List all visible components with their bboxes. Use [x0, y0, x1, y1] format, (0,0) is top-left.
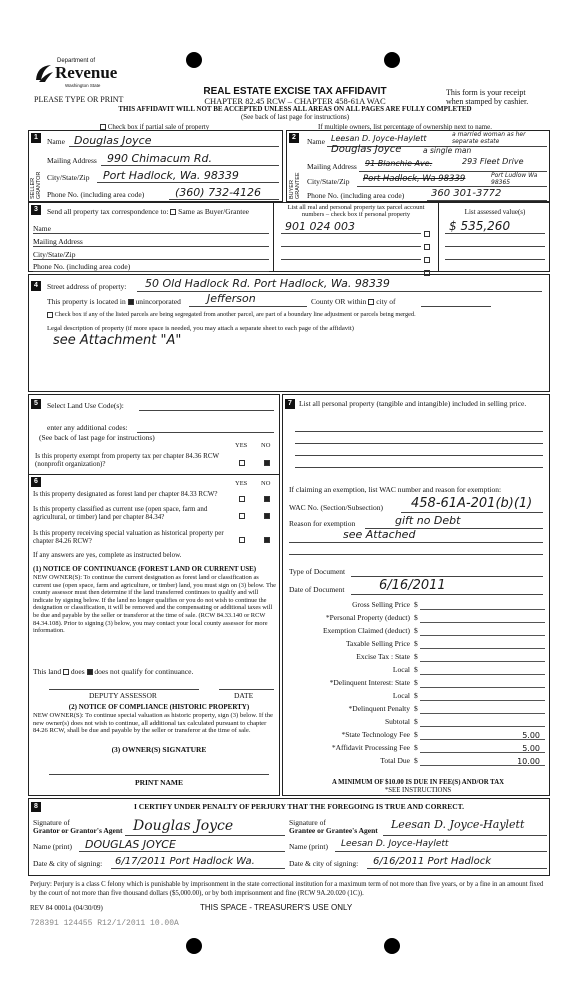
- property-street[interactable]: 50 Old Hadlock Rd. Port Hadlock, Wa. 98339: [145, 277, 390, 290]
- punch-hole: [384, 938, 400, 954]
- historic-yes-checkbox[interactable]: [239, 531, 245, 549]
- section-number: 6: [31, 477, 41, 487]
- fee-row: Gross Selling Price $: [290, 600, 550, 611]
- buyer-mailing-struck: 91 Blanchie Ave.: [365, 159, 433, 168]
- type-or-print: PLEASE TYPE OR PRINT: [34, 95, 124, 104]
- personal-property-label: List all personal property (tangible and intangible) included in selling price.: [299, 399, 527, 408]
- property-county[interactable]: Jefferson: [207, 292, 256, 305]
- assessed-value[interactable]: $ 535,260: [449, 219, 511, 233]
- property-section: 4 Street address of property: 50 Old Hadlock Rd. Port Hadlock, Wa. 98339 This property is located in unincorporated Jefferson County OR within city of Check box if any of the listed parcels are being segregated from another parcel, are part of a boundary line adjustment or parcels being merged. Legal description of property (if more space is needed, you may attach a separate sheet to each page of the affidavit) see Attachment "A": [28, 274, 550, 392]
- seller-mailing[interactable]: 990 Chimacum Rd.: [107, 152, 213, 165]
- grantee-date-city[interactable]: 6/16/2011 Port Hadlock: [373, 856, 491, 867]
- date-label: DATE: [234, 691, 254, 700]
- compliance-title: (2) NOTICE OF COMPLIANCE (HISTORIC PROPERTY): [68, 703, 250, 711]
- fee-row: Taxable Selling Price $: [290, 639, 550, 650]
- buyer-section: 2 BUYER GRANTEE Name Leesan D. Joyce-Haylett a married woman as her separate estate Douglas Joyce a single man Mailing Address 91 Blanchie Ave. 293 Fleet Drive City/State/Zip Port Hadlock, Wa 98339 Port Ludlow Wa 98365 Phone No. (including area code) 360 301-3772: [286, 130, 550, 202]
- buyer-phone[interactable]: 360 301-3772: [431, 188, 502, 199]
- buyer-mailing[interactable]: 293 Fleet Drive: [462, 157, 524, 166]
- section-number: 4: [31, 281, 41, 291]
- section-number: 7: [285, 399, 295, 409]
- seller-side-label: SELLER GRANTOR: [30, 171, 42, 199]
- wac-number[interactable]: 458-61A-201(b)(1): [411, 496, 533, 511]
- continuance-body: NEW OWNER(S): To continue the current designation as forest land or classification as current use (open space, farm and agriculture, or timber) land, you must sign on (3) below. The county assessor must then determine if the land transferred continues to qualify and will indicate by signing below. If the land no longer qualifies or you do not wish to continue the designation or classification, it will be removed and the compensating or additional taxes will be due and payable by the seller or transferor at the time of sale. (RCW 84.33.140 or RCW 84.34.108). Prior to signing (3) below, you may contact your local county assessor for more information.: [33, 574, 276, 635]
- buyer-name-2[interactable]: Douglas Joyce: [331, 144, 402, 155]
- exemption-label: If claiming an exemption, list WAC number and reason for exemption:: [289, 485, 502, 494]
- exempt-no-checkbox[interactable]: [264, 454, 270, 472]
- section-number: 2: [289, 133, 299, 143]
- fee-row: Subtotal $: [290, 717, 550, 728]
- parcel-header: List all real and personal property tax parcel account numbers – check box if personal property: [287, 204, 425, 218]
- fee-row: Local $: [290, 665, 550, 676]
- fee-row: Total Due $ 10.00: [290, 756, 550, 767]
- minimum-note: A MINIMUM OF $10.00 IS DUE IN FEE(S) AND/OR TAX: [331, 779, 505, 786]
- historic-no-checkbox[interactable]: [264, 531, 270, 549]
- form-title: REAL ESTATE EXCISE TAX AFFIDAVIT: [203, 86, 387, 97]
- seller-phone[interactable]: (360) 732-4126: [175, 186, 262, 199]
- section-7: 7 List all personal property (tangible and intangible) included in selling price. If claiming an exemption, list WAC number and reason for exemption: WAC No. (Section/Subsection) 458-61A-201(b)(1) Reason for exemption gift no Debt see Attached Type of Document Date of Document 6/16/2011: [282, 394, 550, 796]
- fee-row: *Personal Property (deduct) $: [290, 613, 550, 624]
- dept-line1: Department of: [57, 58, 96, 64]
- owner-signature-label: (3) OWNER(S) SIGNATURE: [111, 745, 207, 754]
- dept-name: Revenue: [55, 63, 118, 82]
- section-number: 8: [31, 802, 41, 812]
- land-use-section: 5 Select Land Use Code(s): enter any additional codes: (See back of last page for instructions) YES NO Is this property exempt from property tax per chapter 84.36 RCW (nonprofit organization)?: [28, 394, 280, 474]
- current-use-yes-checkbox[interactable]: [239, 507, 245, 525]
- fee-row: Exemption Claimed (deduct) $: [290, 626, 550, 637]
- same-as-buyer-checkbox[interactable]: [170, 209, 176, 215]
- current-use-no-checkbox[interactable]: [264, 507, 270, 525]
- fee-row: *Delinquent Penalty $: [290, 704, 550, 715]
- section-number: 1: [31, 133, 41, 143]
- partial-sale[interactable]: Check box if partial sale of property: [100, 123, 209, 131]
- assessed-header: List assessed value(s): [464, 208, 526, 216]
- section-number: 5: [31, 399, 41, 409]
- grantor-print-name[interactable]: DOUGLAS JOYCE: [85, 838, 176, 851]
- exempt-yes-checkbox[interactable]: [239, 454, 245, 472]
- fee-row: *State Technology Fee $ 5.00: [290, 730, 550, 741]
- seller-name[interactable]: Douglas Joyce: [74, 134, 152, 147]
- buyer-name-1-note: a married woman as her separate estate: [452, 131, 526, 145]
- punch-hole: [186, 52, 202, 68]
- forest-question: Is this property designated as forest land per chapter 84.33 RCW?: [33, 490, 218, 498]
- dept-state: Washington State: [65, 83, 101, 88]
- multiple-owners-note: If multiple owners, list percentage of ownership next to name.: [318, 123, 492, 131]
- see-back-note: (See back of last page for instructions): [240, 113, 350, 121]
- punch-hole: [186, 938, 202, 954]
- fee-row: Excise Tax : State $: [290, 652, 550, 663]
- unincorporated-checkbox[interactable]: [128, 299, 134, 305]
- exempt-question: Is this property exempt from property tax per chapter 84.36 RCW (nonprofit organization)?: [35, 452, 219, 468]
- cashier-stamp: 728391 124455 R12/1/2011 10.00A: [30, 919, 179, 928]
- any-yes-note: If any answers are yes, complete as instructed below.: [33, 551, 182, 559]
- deputy-assessor-label: DEPUTY ASSESSOR: [89, 691, 157, 700]
- grantor-date-city[interactable]: 6/17/2011 Port Hadlock Wa.: [115, 856, 255, 867]
- buyer-city[interactable]: Port Ludlow Wa 98365: [491, 172, 538, 186]
- forest-yes-checkbox[interactable]: [239, 490, 245, 508]
- historic-question: Is this property receiving special valuation as historical property per chapter 84.26 RCW?: [33, 529, 224, 545]
- print-name-label: PRINT NAME: [135, 778, 183, 787]
- exemption-reason[interactable]: gift no Debt: [395, 514, 461, 527]
- receipt-note-2: when stamped by cashier.: [446, 97, 529, 106]
- treasurer-use-label: THIS SPACE - TREASURER'S USE ONLY: [200, 903, 353, 912]
- form-warning: THIS AFFIDAVIT WILL NOT BE ACCEPTED UNLESS ALL AREAS ON ALL PAGES ARE FULLY COMPLETED: [118, 105, 472, 113]
- within-city-checkbox[interactable]: [368, 299, 374, 305]
- current-use-question: Is this property classified as current use (open space, farm and agricultural, or timber) land per chapter 84.34?: [33, 505, 208, 521]
- punch-hole: [384, 52, 400, 68]
- form-revision: REV 84 0001a (04/30/09): [30, 904, 103, 912]
- section-6: 6 YES NO Is this property designated as forest land per chapter 84.33 RCW? Is this property classified as current use (open space, farm and agricultural, or timber) land per chapter 84.34? Is this property receiving special valuation as historical property per chapter 84.26 RCW? If any answers are yes, complete as instructed below. (1) NOTICE OF CONTINUANCE (FOREST LAND OR CURRENT USE) NEW OWNER(S): To continue the current designation as forest land or classification as current use (open space, farm and agriculture, or timber) land, you must sign on (3) below. The county assessor must then determine if the land transferred continues to qualify and will indicate by signing below. If the land no longer qualifies or you do not wish to continue the designation or classification, it will be removed and the compensating or additional taxes will be due and payable by the seller or transferor at the time of sale. (RCW 84.33.140 or RCW 84.34.108). Prior to signing (3) below, you may contact your local county assessor for more information. This land does does not qualify for continuance. DEPUTY ASSESSOR DATE (2) NOTICE OF COMPLIANCE (HISTORIC PROPERTY) NEW OWNER(S): To continue special valuation as historic property, sign (3) below. If the new owner(s) does not wish to continue, all additional tax calculated pursuant to chapter 84.26 RCW, shall be due and payable by the seller or transferor at the time of sale. (3) OWNER(S) SIGNATURE PRINT NAME: [28, 474, 280, 796]
- certify-statement: I CERTIFY UNDER PENALTY OF PERJURY THAT THE FOREGOING IS TRUE AND CORRECT.: [133, 802, 464, 811]
- perjury-statement: Perjury: Perjury is a class C felony which is punishable by imprisonment in the state correctional institution for a maximum term of not more than five years, or by a fine in an amount fixed by the court of not more than five thousand dollars ($5,000.00), or by both imprisonment and fine (RCW 9A.20.020 (1C)).: [30, 881, 544, 897]
- document-date[interactable]: 6/16/2011: [379, 578, 446, 593]
- segregated-checkbox[interactable]: [47, 312, 53, 318]
- forest-no-checkbox[interactable]: [264, 490, 270, 508]
- buyer-side-label: BUYER GRANTEE: [289, 172, 301, 199]
- see-instructions: *SEE INSTRUCTIONS: [384, 787, 452, 794]
- fee-row: Local $: [290, 691, 550, 702]
- parcel-number[interactable]: 901 024 003: [285, 220, 355, 233]
- section-number: 3: [31, 205, 41, 215]
- fee-row: *Delinquent Interest: State $: [290, 678, 550, 689]
- fee-row: *Affidavit Processing Fee $ 5.00: [290, 743, 550, 754]
- seller-city[interactable]: Port Hadlock, Wa. 98339: [103, 169, 239, 182]
- does-not-checkbox[interactable]: [87, 669, 93, 675]
- does-checkbox[interactable]: [63, 669, 69, 675]
- buyer-name-1[interactable]: Leesan D. Joyce-Haylett: [331, 134, 427, 143]
- legal-description[interactable]: see Attachment "A": [53, 333, 182, 348]
- revenue-logo-icon: [33, 62, 55, 84]
- grantee-signature[interactable]: Leesan D. Joyce-Haylett: [391, 818, 525, 831]
- correspondence-section: 3 Send all property tax correspondence to: Same as Buyer/Grantee Name Mailing Address City/State/Zip Phone No. (including area code) List all real and personal property tax parcel account numbers – check box if personal property 901 024 003 List assessed value(s) $ 535,260: [28, 202, 550, 272]
- grantor-signature[interactable]: Douglas Joyce: [133, 818, 234, 834]
- buyer-city-struck: Port Hadlock, Wa 98339: [363, 174, 466, 184]
- buyer-name-2-note: a single man: [423, 146, 472, 155]
- continuance-title: (1) NOTICE OF CONTINUANCE (FOREST LAND OR CURRENT USE): [33, 565, 257, 573]
- grantee-print-name[interactable]: Leesan D. Joyce-Haylett: [341, 839, 449, 849]
- exemption-reason-2[interactable]: see Attached: [343, 528, 416, 541]
- seller-section: 1 SELLER GRANTOR Name Douglas Joyce Mailing Address 990 Chimacum Rd. City/State/Zip Port Hadlock, Wa. 98339 Phone No. (including area code) (360) 732-4126: [28, 130, 283, 202]
- revenue-logo: [33, 58, 123, 92]
- form-chapter: CHAPTER 82.45 RCW – CHAPTER 458-61A WAC: [204, 96, 386, 106]
- compliance-body: NEW OWNER(S): To continue special valuation as historic property, sign (3) below. If the new owner(s) does not wish to continue, all additional tax calculated pursuant to chapter 84.26 RCW, shall be due and payable by the seller or transferor at the time of sale.: [33, 712, 273, 735]
- receipt-note-1: This form is your receipt: [446, 88, 526, 97]
- section-8: 8 I CERTIFY UNDER PENALTY OF PERJURY THAT THE FOREGOING IS TRUE AND CORRECT. Signature of Grantor or Grantor's Agent Douglas Joyce Name (print) DOUGLAS JOYCE Date & city of signing: 6/17/2011 Port Hadlock Wa. Signature of Grantee or Grantee's Agent Leesan D. Joyce-Haylett Name (print) Leesan D. Joyce-Haylett Date & city of signing: 6/16/2011 Port Hadlock: [28, 798, 550, 876]
